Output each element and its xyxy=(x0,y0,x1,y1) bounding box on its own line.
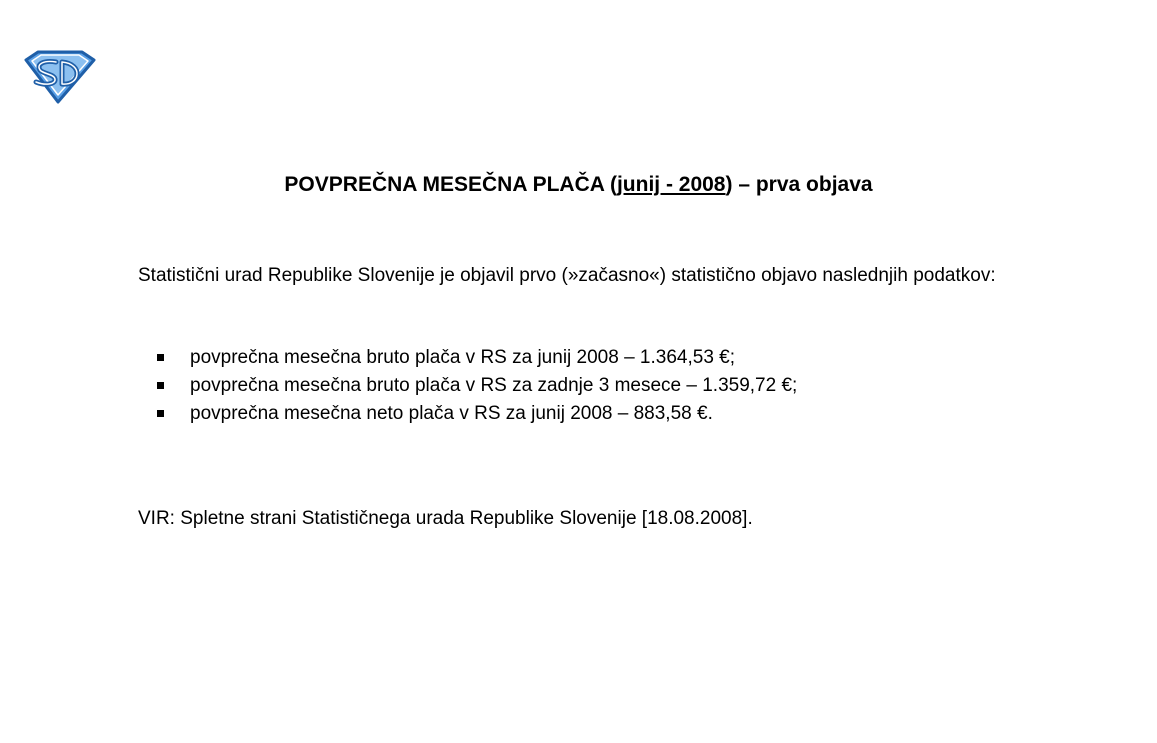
sd-logo-icon xyxy=(22,50,96,104)
list-item xyxy=(138,400,1047,428)
list-item xyxy=(138,372,1047,400)
square-bullet-icon xyxy=(157,410,164,417)
source-note: VIR: Spletne strani Statističnega urada Republike Slovenije [18.08.2008]. xyxy=(138,508,753,529)
page-title xyxy=(0,170,1157,200)
square-bullet-icon xyxy=(157,354,164,361)
intro-paragraph: Statistični urad Republike Slovenije je objavil prvo (»začasno«) statistično objavo naslednjih podatkov: xyxy=(138,265,996,286)
list-item-text: povprečna mesečna neto plača v RS za junij 2008 – 883,58 €. xyxy=(190,403,713,424)
salary-list xyxy=(138,344,1047,428)
title-prefix: POVPREČNA MESEČNA PLAČA ( xyxy=(284,173,617,196)
list-item xyxy=(138,344,1047,372)
title-period: junij - 2008 xyxy=(616,173,726,196)
title-suffix: ) – prva objava xyxy=(725,173,873,196)
square-bullet-icon xyxy=(157,382,164,389)
list-item-text: povprečna mesečna bruto plača v RS za junij 2008 – 1.364,53 €; xyxy=(190,347,736,368)
list-item-text: povprečna mesečna bruto plača v RS za zadnje 3 mesece – 1.359,72 €; xyxy=(190,375,798,396)
